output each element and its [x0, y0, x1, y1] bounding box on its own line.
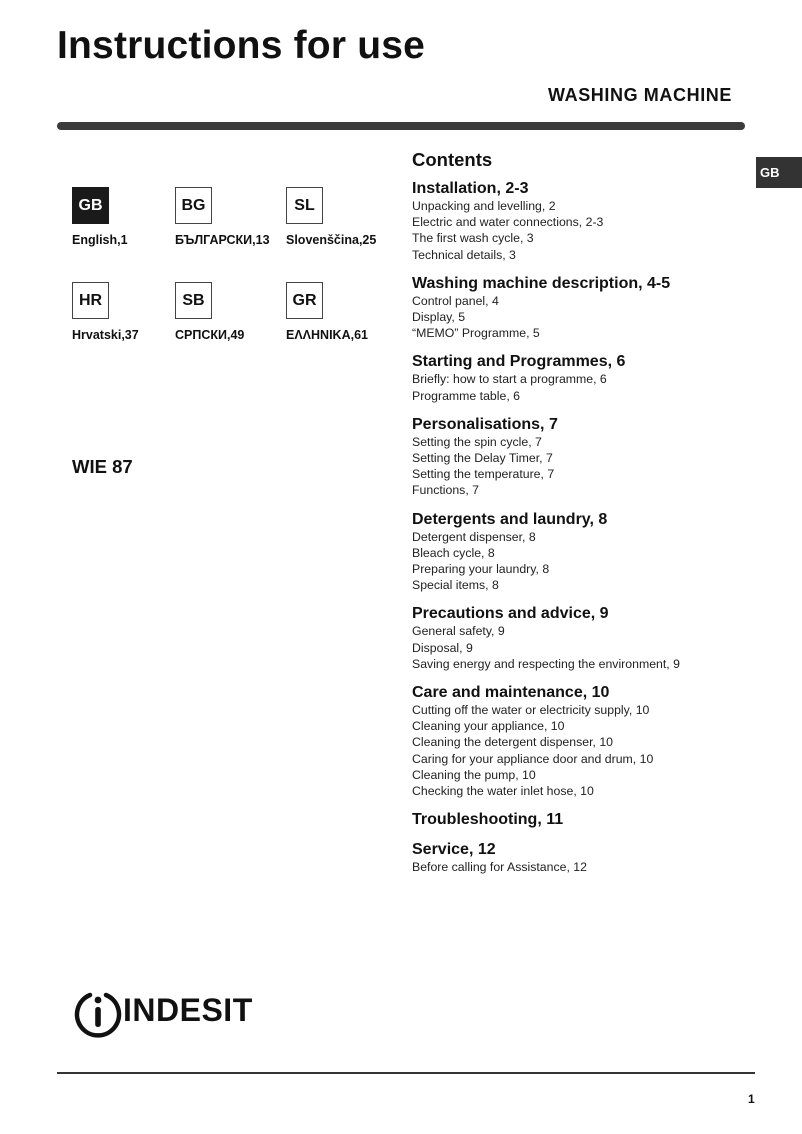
contents-section — [412, 180, 752, 263]
section-heading: Washing machine description, 4-5 — [412, 274, 671, 292]
side-tab-label: GB — [760, 165, 780, 180]
language-code-box: GR — [286, 282, 323, 319]
language-code-box: GB — [72, 187, 109, 224]
language-gr — [286, 282, 406, 342]
section-heading: Detergents and laundry, 8 — [412, 510, 608, 528]
header-divider — [57, 122, 745, 130]
section-item: Technical details, 3 — [412, 247, 516, 262]
language-hr — [72, 282, 192, 342]
contents-section — [412, 416, 752, 499]
table-of-contents — [412, 149, 752, 887]
model-number: WIE 87 — [72, 456, 133, 477]
section-item: Saving energy and respecting the environment, 9 — [412, 656, 680, 671]
contents-section — [412, 811, 752, 829]
section-item: Unpacking and levelling, 2 — [412, 199, 556, 213]
section-item: Functions, 7 — [412, 483, 479, 498]
contents-section — [412, 511, 752, 594]
language-code-box: HR — [72, 282, 109, 319]
section-item: Control panel, 4 — [412, 293, 499, 308]
section-item: Setting the Delay Timer, 7 — [412, 451, 553, 466]
section-item: Bleach cycle, 8 — [412, 545, 495, 560]
language-sb — [175, 282, 295, 342]
product-type-subtitle: WASHING MACHINE — [548, 85, 732, 105]
section-item: Briefly: how to start a programme, 6 — [412, 372, 607, 387]
section-item: Cutting off the water or electricity supply, 10 — [412, 703, 650, 718]
section-item: Display, 5 — [412, 310, 466, 325]
contents-section — [412, 605, 752, 672]
section-item: Cleaning the detergent dispenser, 10 — [412, 735, 613, 750]
indesit-logo — [72, 986, 272, 1038]
language-bg — [175, 187, 295, 247]
language-code-box: BG — [175, 187, 212, 224]
section-item: Cleaning your appliance, 10 — [412, 719, 565, 734]
section-heading: Personalisations, 7 — [412, 415, 558, 433]
contents-sections — [412, 180, 752, 875]
language-name: ΕΛΛΗΝΙΚΑ,61 — [286, 328, 368, 342]
language-gb — [72, 187, 192, 247]
language-name: СРПСКИ,49 — [175, 328, 245, 342]
section-item: The first wash cycle, 3 — [412, 231, 534, 246]
section-heading: Troubleshooting, 11 — [412, 811, 564, 829]
section-item: Caring for your appliance door and drum, 10 — [412, 751, 654, 766]
section-item: Special items, 8 — [412, 578, 499, 593]
language-name: БЪЛГАРСКИ,13 — [175, 233, 270, 247]
footer-divider — [57, 1072, 755, 1074]
contents-section — [412, 275, 752, 342]
section-item: Setting the temperature, 7 — [412, 467, 555, 482]
section-heading: Care and maintenance, 10 — [412, 684, 610, 702]
section-item: General safety, 9 — [412, 624, 505, 639]
language-name: English,1 — [72, 233, 128, 247]
section-item: Disposal, 9 — [412, 640, 473, 655]
language-name: Slovenščina,25 — [286, 233, 377, 247]
section-heading: Precautions and advice, 9 — [412, 605, 609, 623]
language-name: Hrvatski,37 — [72, 328, 139, 342]
language-code-box: SB — [175, 282, 212, 319]
page-number: 1 — [748, 1092, 755, 1106]
section-item: Programme table, 6 — [412, 388, 520, 403]
indesit-power-logo-icon — [72, 986, 124, 1038]
section-item: Setting the spin cycle, 7 — [412, 434, 542, 449]
brand-name: INDESIT — [123, 992, 253, 1028]
section-item: Preparing your laundry, 8 — [412, 562, 550, 577]
section-heading: Starting and Programmes, 6 — [412, 353, 626, 371]
contents-section — [412, 684, 752, 799]
contents-section — [412, 353, 752, 403]
section-item: Detergent dispenser, 8 — [412, 529, 536, 544]
language-sl — [286, 187, 406, 247]
section-heading: Service, 12 — [412, 841, 496, 859]
contents-section — [412, 841, 752, 875]
language-side-tab — [756, 157, 802, 188]
page-title: Instructions for use — [57, 24, 426, 67]
section-item: Cleaning the pump, 10 — [412, 767, 536, 782]
section-item: Before calling for Assistance, 12 — [412, 860, 587, 875]
section-heading: Installation, 2-3 — [412, 180, 529, 197]
section-item: “MEMO” Programme, 5 — [412, 326, 540, 341]
section-item: Checking the water inlet hose, 10 — [412, 784, 594, 799]
language-code-box: SL — [286, 187, 323, 224]
contents-title: Contents — [412, 149, 493, 170]
section-item: Electric and water connections, 2-3 — [412, 215, 604, 230]
